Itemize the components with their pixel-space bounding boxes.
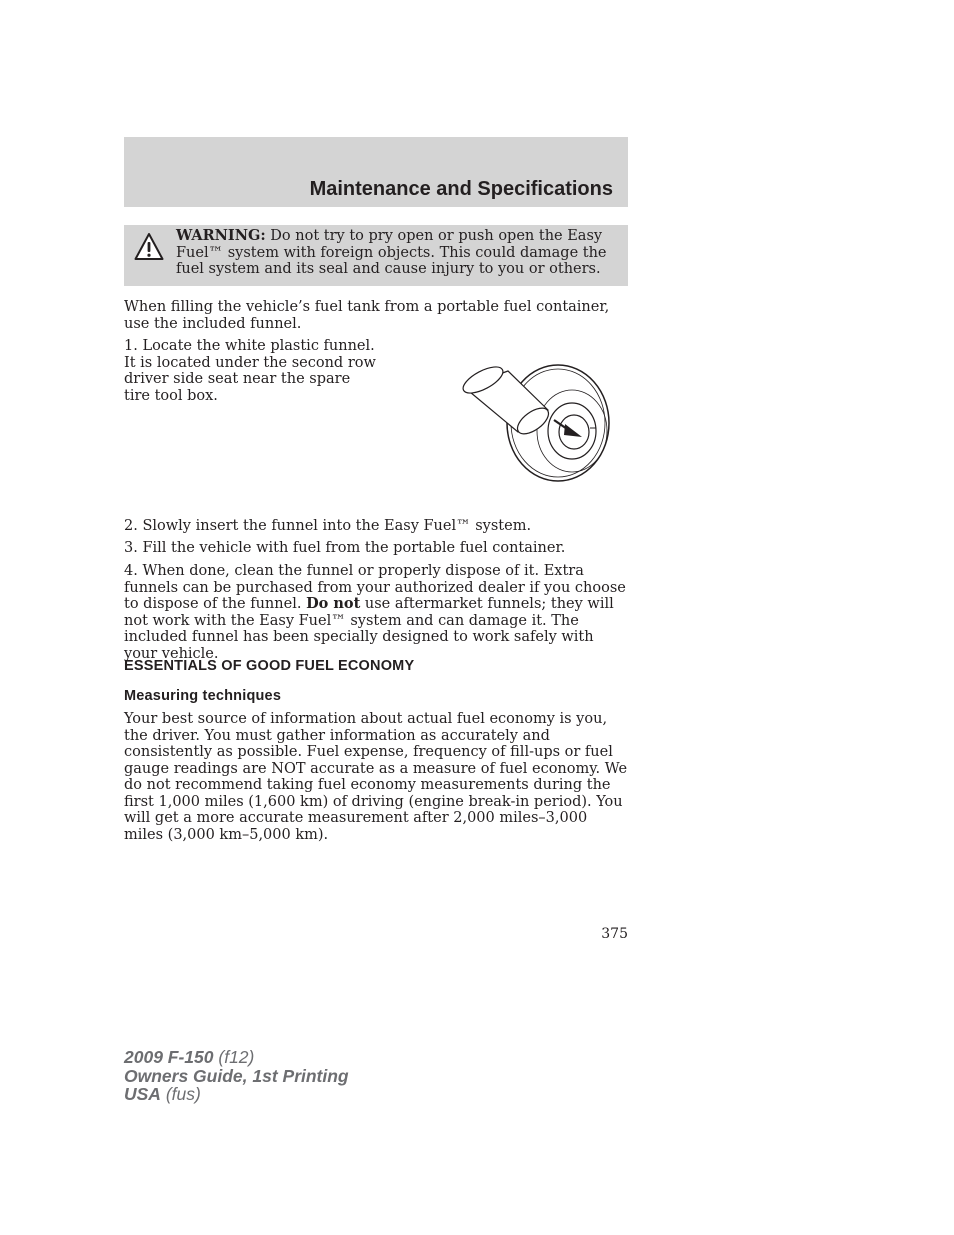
page-header [124, 137, 628, 207]
footer-line-1 [124, 1048, 349, 1067]
warning-text: Do not try to pry open or push open the Easy Fuel™ system with foreign objects. This could damage the fuel system and its seal and cause injury to you or others. [176, 228, 607, 277]
warning-box [124, 225, 628, 286]
warning-label: WARNING: [176, 227, 266, 244]
warning-triangle-icon [134, 232, 164, 262]
page-title: Maintenance and Specifications [309, 178, 613, 200]
section-heading: ESSENTIALS OF GOOD FUEL ECONOMY [124, 658, 415, 674]
step-4 [124, 563, 628, 662]
step-4-text-start: 4. When done, clean the funnel or properly dispose of it. Extra funnels can be purchased from your authorized dealer if you choose to dispose of the funnel. [124, 563, 626, 612]
step-3: 3. Fill the vehicle with fuel from the portable fuel container. [124, 540, 566, 556]
measuring-paragraph: Your best source of information about actual fuel economy is you, the driver. You must gather information as accurately and consistently as possible. Fuel expense, frequency of fill-ups or fuel gauge readings are NOT accurate as a measure of fuel economy. We do not recommend taking fuel economy measurements during the first 1,000 miles (1,600 km) of driving (engine break-in period). You will get a more accurate measurement after 2,000 miles–3,000 miles (3,000 km–5,000 km). [124, 711, 628, 843]
footer-model: 2009 F-150 [124, 1047, 214, 1067]
step-4-text-end: use aftermarket funnels; they will not work with the Easy Fuel™ system and can damage it. The included funnel has been specially designed to work safely with your vehicle. [124, 596, 614, 662]
footer-line-2: Owners Guide, 1st Printing [124, 1065, 349, 1086]
subsection-heading: Measuring techniques [124, 688, 282, 704]
print-footer [124, 1048, 349, 1104]
footer-line-3 [124, 1085, 349, 1104]
footer-model-code: (f12) [213, 1047, 255, 1067]
page-number: 375 [601, 926, 628, 942]
footer-market-code: (fus) [160, 1084, 201, 1104]
intro-paragraph: When filling the vehicle’s fuel tank from a portable fuel container, use the included funnel. [124, 299, 610, 332]
step-4-emphasis: Do not [306, 595, 361, 612]
funnel-insertion-illustration [456, 360, 616, 482]
step-1: 1. Locate the white plastic funnel. It is located under the second row driver side seat near the spare tire tool box. [124, 338, 376, 404]
footer-market: USA [124, 1084, 161, 1104]
step-2: 2. Slowly insert the funnel into the Easy Fuel™ system. [124, 518, 532, 534]
